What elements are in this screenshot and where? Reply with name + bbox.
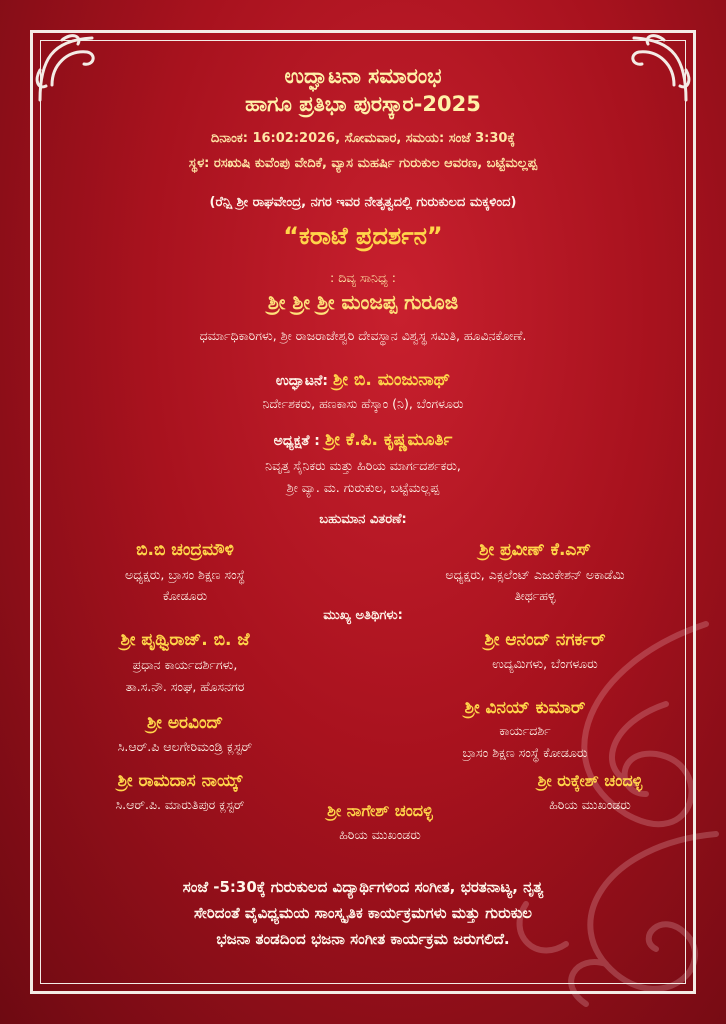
footer-line-2: ಸೇರಿದಂತೆ ವೈವಿಧ್ಯಮಯ ಸಾಂಸ್ಕೃತಿಕ ಕಾರ್ಯಕ್ರಮಗಳು ಮತ್ತು ಗುರುಕುಲ — [193, 904, 533, 922]
title-line-2: ಹಾಗೂ ಪ್ರತಿಭಾ ಪುರಸ್ಕಾರ-2025 — [245, 92, 481, 116]
guest-name: ಶ್ರೀ ವಿನಯ್ ಕುಮಾರ್ — [464, 698, 586, 718]
divine-label: : ದಿವ್ಯ ಸಾನಿಧ್ಯ : — [330, 270, 396, 285]
prize-right-desc-1: ಅಧ್ಯಕ್ಷರು, ಎಕ್ಸಲೆಂಟ್ ಎಜುಕೇಶನ್ ಅಕಾಡೆಮಿ — [445, 567, 625, 582]
guest-desc: ಕಾರ್ಯದರ್ಶಿ — [499, 723, 551, 738]
president-row — [0, 430, 726, 450]
inauguration-row — [0, 370, 726, 390]
guest-desc: ತಾ.ಸ.ನೌ. ಸಂಘ, ಹೊಸನಗರ — [125, 679, 245, 694]
guest-desc: ಉದ್ಯಮಿಗಳು, ಬೆಂಗಳೂರು — [492, 656, 598, 671]
guest-name: ಶ್ರೀ ಆನಂದ್ ನಗರ್ಕರ್ — [484, 630, 606, 650]
guests-label: ಮುಖ್ಯ ಅತಿಥಿಗಳು: — [323, 608, 403, 623]
guest-name: ಶ್ರೀ ರುಕ್ಕೇಶ್ ಚಂದಳ್ಳಿ — [537, 771, 643, 790]
president-desc-2: ಶ್ರೀ ವ್ಯಾ. ಮ. ಗುರುಕುಲ, ಬಟ್ಟೆಮಲ್ಲಪ್ಪ — [286, 480, 440, 495]
prize-left-desc-1: ಅಧ್ಯಕ್ಷರು, ಬ್ರಾಸಂ ಶಿಕ್ಷಣ ಸಂಸ್ಥೆ — [124, 567, 246, 582]
inaugurator-desc: ನಿರ್ದೇಶಕರು, ಹಣಕಾಸು ಹೆಸ್ಕಾಂ (ನಿ), ಬೆಂಗಳೂರು — [262, 396, 464, 411]
guest-desc: ಪ್ರಧಾನ ಕಾರ್ಯದರ್ಶಿಗಳು, — [132, 657, 238, 672]
prize-left-desc-2: ಕೋಡೂರು — [162, 588, 208, 603]
president-name: ಶ್ರೀ ಕೆ.ಪಿ. ಕೃಷ್ಣಮೂರ್ತಿ — [324, 430, 453, 450]
guest-desc: ಹಿರಿಯ ಮುಖಂಡರು — [339, 827, 421, 842]
inaugurator-name: ಶ್ರೀ ಬಿ. ಮಂಜುನಾಥ್ — [333, 370, 451, 390]
president-desc-1: ನಿವೃತ್ತ ಸೈನಿಕರು ಮತ್ತು ಹಿರಿಯ ಮಾರ್ಗದರ್ಶಕರು, — [265, 458, 461, 473]
guest-desc: ಬ್ರಾಸಂ ಶಿಕ್ಷಣ ಸಂಸ್ಥೆ ಕೋಡೂರು — [462, 745, 588, 760]
inauguration-label: ಉದ್ಘಾಟನೆ: — [275, 373, 328, 389]
venue-line: ಸ್ಥಳ: ರಸಋಷಿ ಕುವೆಂಪು ವೇದಿಕೆ, ವ್ಯಾಸ ಮಹರ್ಷಿ ಗುರುಕುಲ ಆವರಣ, ಬಟ್ಟೆಮಲ್ಲಪ್ಪ — [188, 156, 538, 171]
prize-left-name: ಬಿ.ಬಿ ಚಂದ್ರಮೌಳಿ — [136, 540, 234, 560]
guest-desc: ಸಿ.ಆರ್.ಪಿ ಆಲಗೇರಿಮಂಡ್ರಿ ಕ್ಲಸ್ಟರ್ — [117, 739, 253, 754]
guest-name: ಶ್ರೀ ಅರವಿಂದ್ — [146, 713, 224, 733]
guest-name: ಶ್ರೀ ರಾಮದಾಸ ನಾಯ್ಕ್ — [117, 771, 243, 791]
karate-banner: “ಕರಾಟೆ ಪ್ರದರ್ಶನ” — [283, 222, 443, 250]
prize-right-name: ಶ್ರೀ ಪ್ರವೀಣ್ ಕೆ.ಎಸ್ — [479, 540, 591, 560]
divine-desc: ಧರ್ಮಾಧಿಕಾರಿಗಳು, ಶ್ರೀ ರಾಜರಾಜೇಶ್ವರಿ ದೇವಸ್ಥಾನ ವಿಶ್ವಸ್ಥ ಸಮಿತಿ, ಹೂವಿನಕೋಣೆ. — [199, 328, 527, 343]
guest-name: ಶ್ರೀ ಪೃಥ್ವಿರಾಜ್. ಬಿ. ಜೆ — [120, 630, 250, 650]
divine-name: ಶ್ರೀ ಶ್ರೀ ಶ್ರೀ ಮಂಜಪ್ಪ ಗುರೂಜಿ — [267, 290, 459, 314]
guest-name: ಶ್ರೀ ನಾಗೇಶ್ ಚಂದಳ್ಳಿ — [327, 801, 433, 820]
footer-line-1: ಸಂಜೆ -5:30ಕ್ಕೆ ಗುರುಕುಲದ ವಿದ್ಯಾರ್ಥಿಗಳಿಂದ ಸಂಗೀತ, ಭರತನಾಟ್ಯ, ನೃತ್ಯ — [182, 878, 544, 896]
guest-desc: ಹಿರಿಯ ಮುಖಂಡರು — [549, 797, 631, 812]
date-line: ದಿನಾಂಕ: 16:02:2026, ಸೋಮವಾರ, ಸಮಯ: ಸಂಜೆ 3:30ಕ್ಕೆ — [210, 131, 516, 146]
title-line-1: ಉದ್ಘಾಟನಾ ಸಮಾರಂಭ — [284, 64, 442, 88]
prize-right-desc-2: ತೀರ್ಥಹಳ್ಳಿ — [514, 588, 556, 603]
guest-desc: ಸಿ.ಆರ್.ಪಿ. ಮಾರುತಿಪುರ ಕ್ಲಸ್ಟರ್ — [115, 797, 245, 812]
president-label: ಅಧ್ಯಕ್ಷತೆ : — [273, 433, 320, 449]
karate-note: (ರೆನ್ಷಿ ಶ್ರೀ ರಾಘವೇಂದ್ರ, ನಗರ ಇವರ ನೇತೃತ್ವದಲ್ಲಿ ಗುರುಕುಲದ ಮಕ್ಕಳಿಂದ) — [209, 195, 517, 210]
footer-line-3: ಭಜನಾ ತಂಡದಿಂದ ಭಜನಾ ಸಂಗೀತ ಕಾರ್ಯಕ್ರಮ ಜರುಗಲಿದೆ. — [216, 930, 510, 948]
prize-label: ಬಹುಮಾನ ವಿತರಣೆ: — [319, 512, 407, 527]
